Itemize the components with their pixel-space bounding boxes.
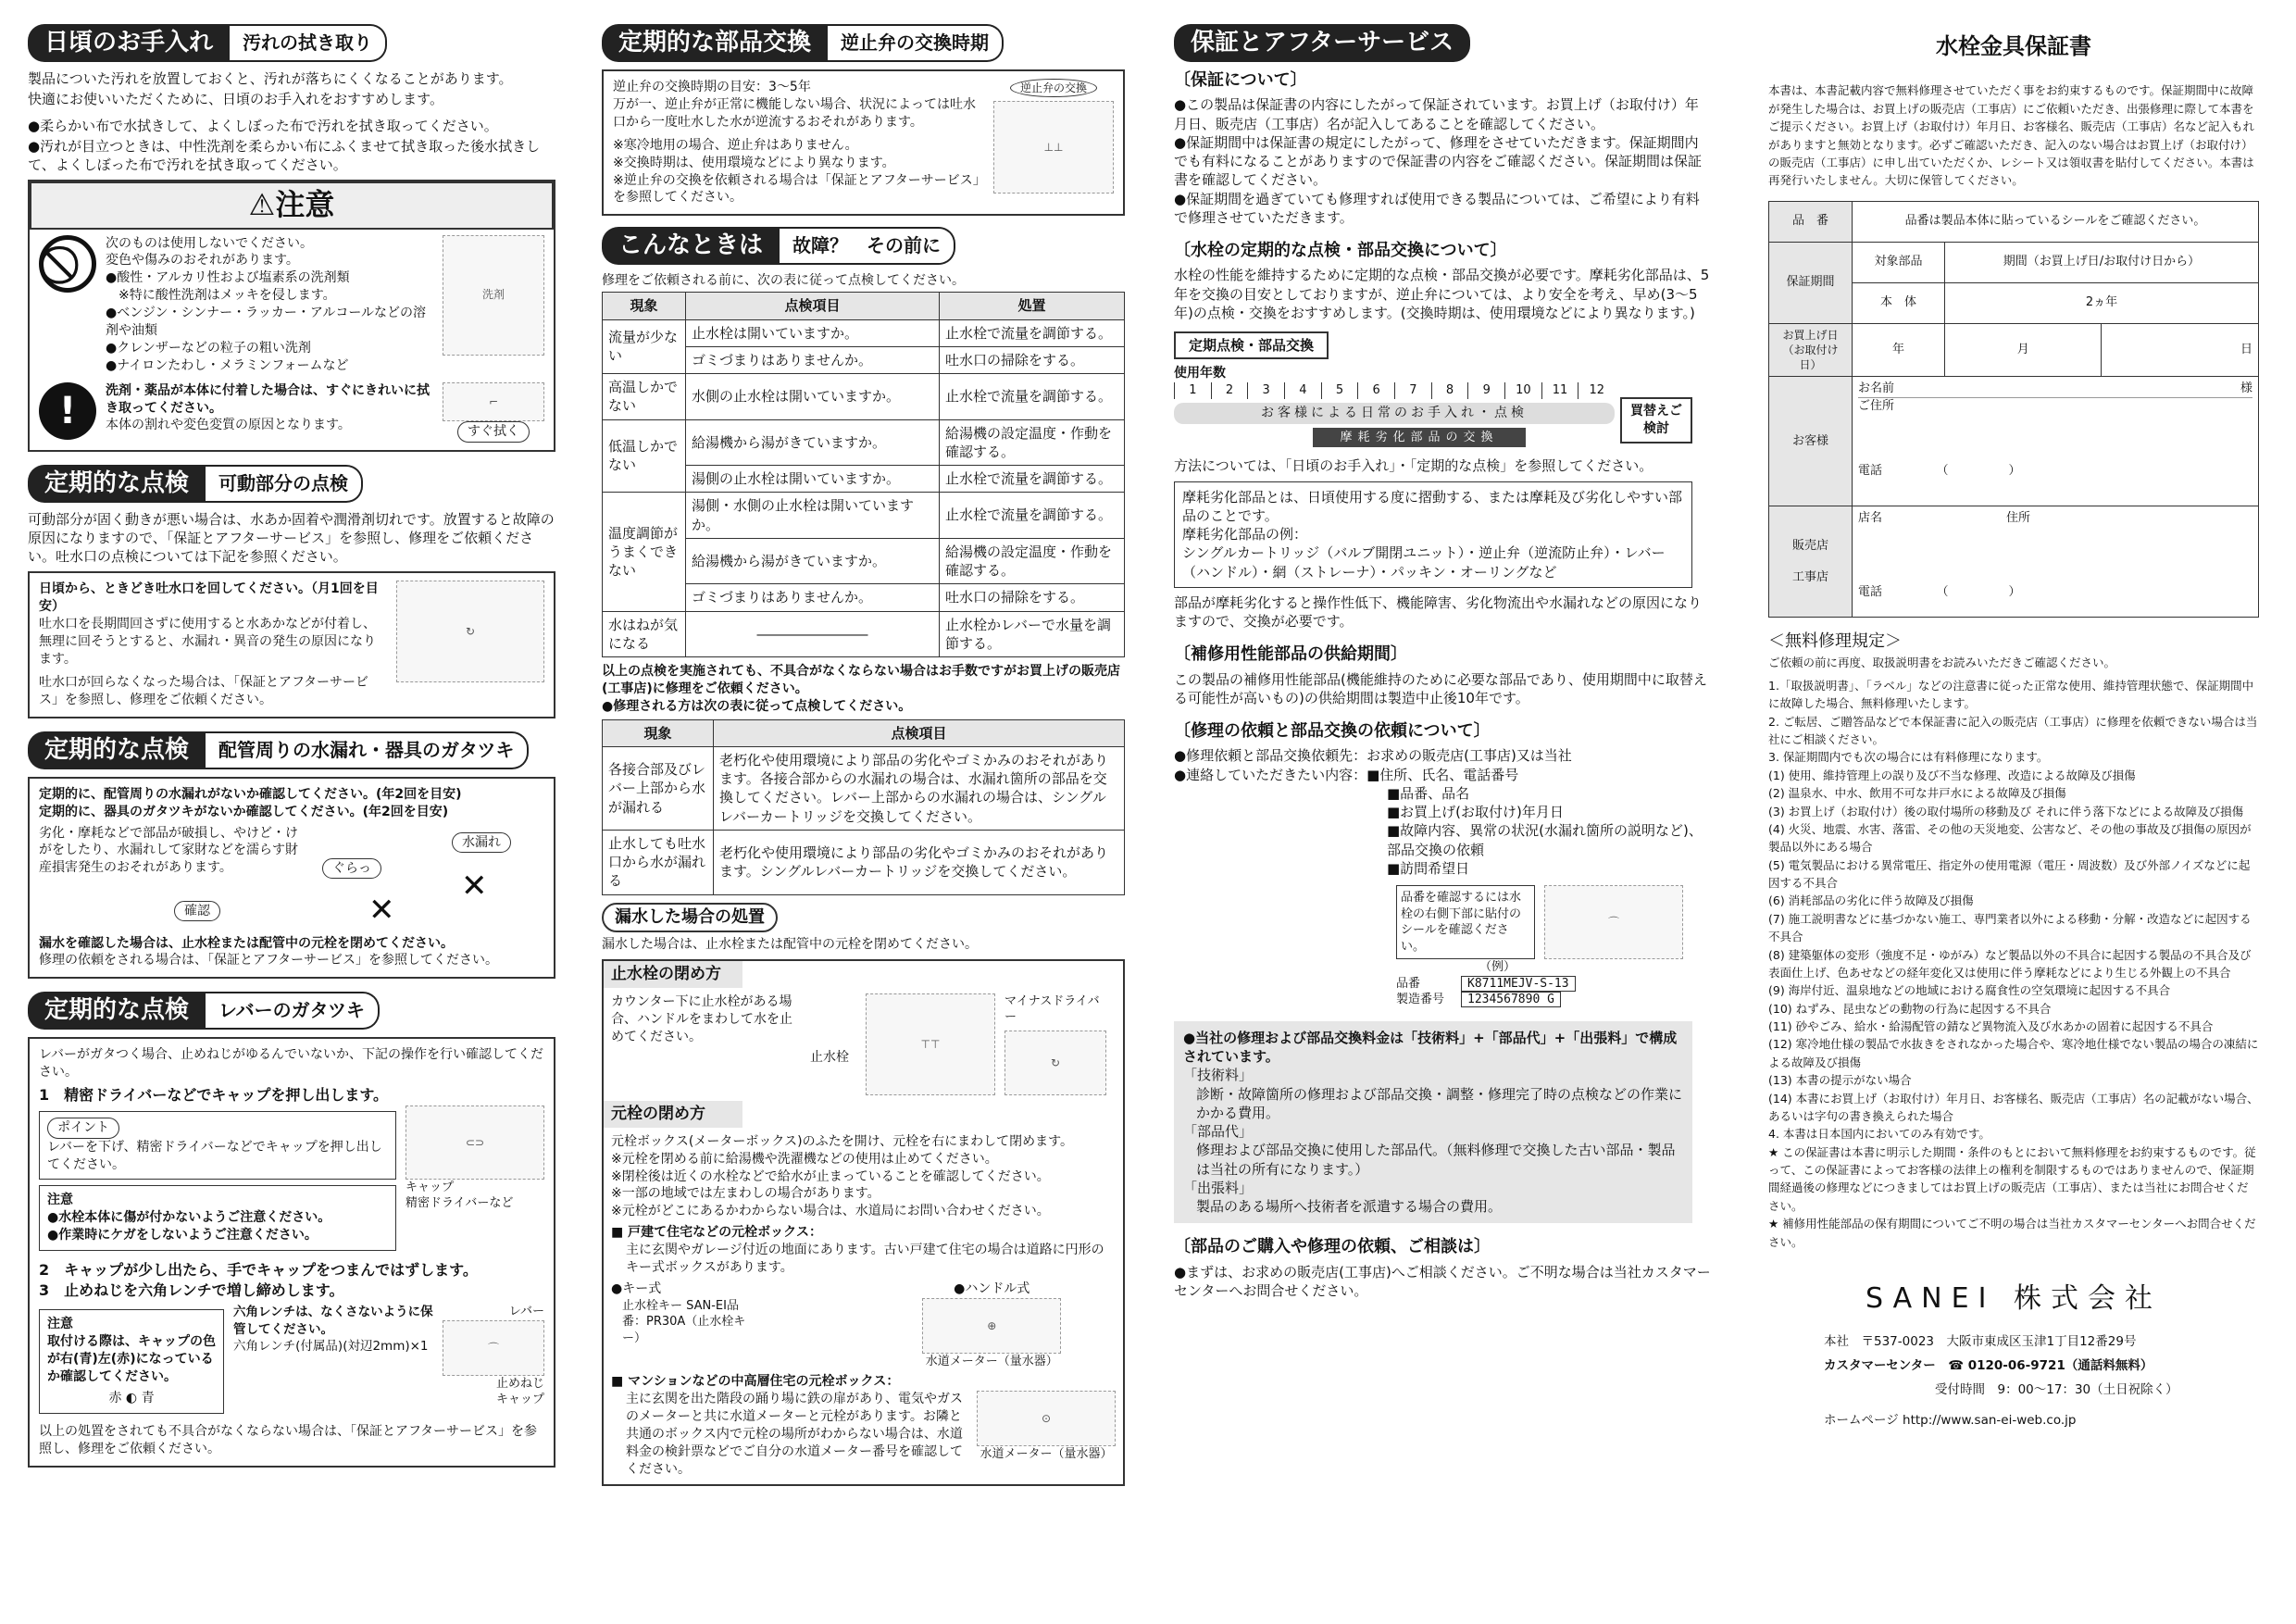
cell: 止水しても吐水口から水が漏れる: [603, 830, 714, 894]
text: （例）: [1479, 960, 1516, 975]
text: 六角レンチ(付属品)(対辺2mm)×1: [233, 1338, 429, 1354]
text: 本書は、本書記載内容で無料修理させていただく事をお約束するものです。保証期間中に故障が発生した場合は、お買上げの販売店（工事店）にご依頼いただき、出張修理に際して本書をご提示ください。お買上げ（お取付け）年月日、お客様名、販売店（工事店）名など記入もれがありますと無効となります。必ずご確認いただき、記入のない場合はお買上げ（お取付け）の販売店（工事店）に申し出ていただくか、レシート又は領収書を貼付してください。本書は再発行いたしません。大切に保管してください。: [1768, 83, 2255, 188]
text: ●柔らかい布で水拭きして、よくしぼった布で汚れを拭き取ってください。: [28, 117, 498, 134]
text: 製品についた汚れを放置しておくと、汚れが落ちにくくなることがあります。: [28, 70, 513, 88]
text: ■訪問希望日: [1387, 859, 1470, 877]
column-warranty-card: [1768, 24, 2259, 1433]
table-row: [603, 746, 1125, 830]
text: ※元栓を閉める前に給湯機や洗濯機などの使用は止めてください。: [611, 1151, 998, 1167]
label: 水道メーター（量水器）: [980, 1447, 1113, 1462]
cell: 止水栓で流量を調節する。: [940, 374, 1125, 420]
text: 逆止弁の交換時期の目安：3～5年: [613, 80, 811, 95]
label: ご住所: [1858, 398, 1895, 413]
subtitle-label: レバーのガタツキ: [206, 992, 380, 1030]
text: ●修理される方は次の表に従って点検してください。: [602, 698, 912, 714]
subtitle-label: 可動部分の点検: [206, 465, 363, 503]
leak-tag: 水漏れ: [452, 832, 511, 854]
cell: 月: [1945, 323, 2102, 377]
leak-heading: 漏水した場合の処置: [602, 903, 778, 932]
cell: 水はねが気になる: [603, 611, 686, 657]
heading: 〔水栓の定期的な点検・部品交換について〕: [1174, 241, 1507, 261]
wear-parts-bar: 摩耗劣化部品の交換: [1313, 428, 1526, 448]
heading: 〔保証について〕: [1174, 70, 1307, 91]
cell: 2ヵ年: [1945, 282, 2259, 323]
list-item: 4. 本書は日本国内においてのみ有効です。: [1768, 1127, 1990, 1142]
table-row: 水はねが気になる ―――――――― 止水栓かレバーで水量を調節する。: [603, 611, 1125, 657]
text: ●汚れが目立つときは、中性洗剤を柔らかい布にふくませて拭き取った後水拭きして、よくしぼった布で汚れを拭き取ってください。: [28, 137, 541, 174]
text: ■故障内容、異常の状況(水漏れ箇所の説明など)、部品交換の依頼: [1387, 822, 1703, 858]
wobble-tag: ぐらっ: [322, 858, 381, 880]
text: 主に玄関を出た階段の踊り場に鉄の扉があり、電気やガスのメーターと共に水道メーターと元栓があります。お隣と共通のボックス内で元栓の場所がわからない場合は、水道料金の検針票などでご自分の水道メーター番号を確認してください。: [626, 1392, 963, 1477]
label: 販売店: [1791, 539, 1828, 554]
label: 品番: [1396, 976, 1421, 991]
text: シングルカートリッジ（バルブ開閉ユニット）・逆止弁（逆流防止弁）・レバー（ハンドル）・網（ストレーナ）・パッキン・オーリングなど: [1182, 544, 1666, 581]
text: レバーがガタつく場合、止めねじがゆるんでいないか、下記の操作を行い確認してください。: [39, 1047, 544, 1081]
check-valve-box: [602, 69, 1125, 216]
label: 工事店: [1791, 569, 1828, 584]
caution-heading: [30, 181, 554, 229]
text: 洗剤・薬品が本体に付着した場合は、すぐにきれいに拭き取ってください。: [106, 382, 430, 416]
spout-check-box: [28, 571, 555, 718]
stopcock-illustration: 止水栓 ⊤⊤ マイナスドライバー ↻: [810, 993, 1116, 1095]
title-label: 定期的な点検: [28, 465, 206, 503]
list-item: (8) 建築躯体の変形（強度不足・ゆがみ）など製品以外の不具合に起因する製品の不具合及び表面仕上げ、色あせなどの経年変化又は使用に伴う摩耗などにより生じる外観上の不具合: [1768, 947, 2252, 980]
table-row: [603, 319, 1125, 346]
check-valve-illustration: 逆止弁の交換 ⊥⊥: [993, 79, 1114, 194]
year-tick: 12: [1578, 382, 1615, 399]
text: ■ 戸建て住宅などの元栓ボックス：: [611, 1225, 822, 1241]
text: ●保証期間中は保証書の規定にしたがって、修理をさせていただきます。保証期間内でも有料になることがありますので保証書の内容をご確認ください。保証期間は保証書を確認してください。: [1174, 133, 1703, 189]
check-tag: 確認: [174, 901, 220, 922]
caution-small-label: 注意: [47, 1317, 73, 1332]
website: ホームページ http://www.san-ei-web.co.jp: [1824, 1413, 2077, 1429]
year-tick: 10: [1504, 382, 1541, 399]
text: 変色や傷みのおそれがあります。: [106, 253, 299, 269]
text: ●ナイロンたわし・メラミンフォームなど: [106, 357, 349, 373]
years-scale: [1174, 382, 1615, 399]
text: 修理の依頼をされる場合は、「保証とアフターサービス」を参照してください。: [39, 953, 499, 968]
caution-box: [28, 180, 555, 451]
cell: 品番は製品本体に貼っているシールをご確認ください。: [1853, 201, 2259, 242]
section-title-lever: [28, 992, 555, 1030]
warning-triangle-icon: ⚠: [248, 187, 276, 223]
text: ●連絡していただきたい内容：■住所、氏名、電話番号: [1174, 766, 1519, 783]
text: ●クレンザーなどの粒子の粗い洗剤: [106, 340, 311, 356]
text: 吐水口を長期間回さずに使用すると水あかなどが付着し、無理に回そうとすると、水漏れ・異音の発生の原因になります。: [39, 617, 376, 667]
text: 六角レンチは、なくさないように保管してください。: [233, 1305, 433, 1337]
pipe-check-box: [28, 777, 555, 980]
text: ●この製品は保証書の内容にしたがって保証されています。お買上げ（お取付け）年月日、販売店（工事店）名が記入してあることを確認してください。: [1174, 96, 1699, 132]
table-row: [603, 374, 1125, 420]
text: 次のものは使用しないでください。: [106, 235, 313, 251]
column-warranty-service: [1174, 24, 1711, 1300]
text: ※逆止弁の交換を依頼される場合は「保証とアフターサービス」を参照してください。: [613, 172, 980, 206]
text: 万が一、逆止弁が正常に機能しない場合、状況によっては吐水口から一度吐水した水が逆流するおそれがあります。: [613, 96, 976, 130]
cell: 湯側・水側の止水栓は開いていますか。: [686, 493, 940, 539]
list-item: (5) 電気製品における異常電圧、指定外の使用電源（電圧・周波数）及び外部ノイズなどに起因する不具合: [1768, 857, 2251, 890]
label: キャップ: [406, 1180, 455, 1194]
subtitle-label: 配管周りの水漏れ・器具のガタツキ: [206, 731, 529, 769]
years-label: 使用年数: [1174, 366, 1226, 381]
column-header: 現象: [603, 293, 686, 319]
faucet-wipe-illustration: ⌐: [443, 382, 544, 421]
cell: 各接合部及びレバー上部から水が漏れる: [603, 746, 714, 830]
prohibited-icon: [39, 235, 96, 293]
label: 止水栓: [810, 1049, 849, 1065]
point-tag: ポイント: [47, 1118, 119, 1139]
text: ■お買上げ(お取付け)年月日: [1387, 804, 1564, 821]
stopcock-heading: 止水栓の閉め方: [604, 961, 742, 988]
fee-box: [1174, 1021, 1692, 1224]
title-label: 定期的な部品交換: [602, 24, 828, 62]
year-tick: 4: [1284, 382, 1321, 399]
cross-icon: ✕: [368, 891, 395, 929]
text: 修理および部品交換に使用した部品代。（無料修理で交換した古い部品・製品は当社の所有になります。）: [1196, 1142, 1676, 1178]
label: お名前: [1858, 381, 1895, 396]
text: 摩耗劣化部品の例：: [1182, 526, 1308, 543]
cell: 対象部品: [1853, 242, 1945, 282]
cell: 給湯機から湯がきていますか。: [686, 419, 940, 466]
cell: 水側の止水栓は開いていますか。: [686, 374, 940, 420]
repair-table: [602, 719, 1125, 895]
cell: 低温しかでない: [603, 419, 686, 493]
cross-icon: ✕: [461, 867, 488, 905]
label: 住所: [2006, 511, 2031, 526]
text: 漏水した場合は、止水栓または配管中の元栓を閉めてください。: [602, 937, 978, 953]
text: ※一部の地域では左まわしの場合があります。: [611, 1186, 880, 1202]
caution-small-label: 注意: [47, 1193, 73, 1208]
lever-illustration: レバー ⌒ 止めねじ キャップ: [443, 1304, 544, 1408]
list-item: (6) 消耗部品の劣化に伴う故障及び損傷: [1768, 893, 1974, 908]
text: ※特に酸性洗剤はメッキを侵します。: [119, 288, 336, 304]
cell: 止水栓で流量を調節する。: [940, 493, 1125, 539]
cell: 年: [1853, 323, 1945, 377]
red-label: 赤: [108, 1390, 122, 1405]
section-title-parts-replace: [602, 24, 1125, 62]
step-3: 3 止めねじを六角レンチで増し締めします。: [39, 1280, 344, 1299]
title-label: 定期的な点検: [28, 731, 206, 769]
part-number: K8711MEJV-S-13: [1461, 976, 1576, 992]
cell: 止水栓で流量を調節する。: [940, 319, 1125, 346]
list-item: (4) 火災、地震、水害、落雷、その他の天災地変、公害など、その他の事故及び損傷の原因が製品以外にある場合: [1768, 821, 2252, 855]
section-title-daily-care: [28, 24, 555, 62]
label: 様: [2240, 381, 2252, 396]
customer-center: カスタマーセンター ☎ 0120-06-9721（通話料無料）: [1824, 1358, 2153, 1374]
subtitle-label: 故障？ その前に: [780, 227, 955, 265]
list-item: (13) 本書の提示がない場合: [1768, 1073, 1912, 1088]
list-item: ★ この保証書は本書に明示した期間・条件のもとにおいて無料修理をお約束するものです。従って、この保証書によってお客様の法律上の権利を制限するものではありませんので、保証期間経過後の修理などにつきましてはお買上げの販売店（工事店）、または当社にお問合せください。: [1768, 1144, 2256, 1213]
year-tick: 7: [1394, 382, 1431, 399]
label: 「部品代」: [1183, 1123, 1254, 1141]
cell: 給湯機から湯がきていますか。: [686, 538, 940, 584]
table-row: [603, 419, 1125, 466]
list-item: (7) 施工説明書などに基づかない施工、専門業者以外による移動・分解・改造などに起因する不具合: [1768, 911, 2252, 944]
section-title-troubleshoot: [602, 227, 1125, 265]
label: ●キー式: [611, 1280, 662, 1296]
text: 修理をご依頼される前に、次の表に従って点検してください。: [602, 273, 965, 289]
text: ●当社の修理および部品交換料金は「技術料」+「部品代」+「出張料」で構成されています。: [1183, 1029, 1678, 1066]
meter-illustration: ⊙ 水道メーター（量水器）: [977, 1391, 1116, 1463]
cell: 給湯機の設定温度・作動を確認する。: [940, 538, 1125, 584]
text: 製品のある場所へ技術者を派遣する場合の費用。: [1196, 1198, 1503, 1216]
label: 止水栓キー SAN-EI品番：PR30A（止水栓キー）: [622, 1298, 746, 1345]
list-item: (12) 寒冷地仕様の製品で水抜きをされなかった場合や、寒冷地仕様でない製品の場合の凍結による故障及び損傷: [1768, 1037, 2259, 1069]
label: ●ハンドル式: [954, 1280, 1030, 1296]
year-tick: 9: [1467, 382, 1504, 399]
text: 取付ける際は、キャップの色が右(青)左(赤)になっているか確認してください。: [47, 1334, 216, 1384]
list-item: (11) 砂やごみ、給水・給湯配管の錆など異物流入及び水あかの固着に起因する不具合: [1768, 1019, 2214, 1033]
cell: 本 体: [1853, 282, 1945, 323]
text: ■品番、品名: [1387, 784, 1470, 802]
text: 快適にお使いいただくために、日頃のお手入れをおすすめします。: [28, 91, 443, 108]
title-label: 定期的な点検: [28, 992, 206, 1030]
year-tick: 3: [1247, 382, 1284, 399]
company-address: 本社 〒537-0023 大阪市東成区玉津1丁目12番29号: [1824, 1334, 2137, 1350]
text: 可動部分が固く動きが悪い場合は、水あか固着や潤滑剤切れです。放置すると故障の原因になりますので、「保証とアフターサービス」を参照し、修理をご依頼ください。吐水口の点検については下記を参照ください。: [28, 510, 555, 566]
text: 主に玄関やガレージ付近の地面にあります。古い戸建て住宅の場合は道路に円形のキー式ボックスがあります。: [626, 1243, 1104, 1276]
year-tick: 6: [1357, 382, 1394, 399]
cell: 給湯機の設定温度・作動を確認する。: [940, 419, 1125, 466]
title-label: こんなときは: [602, 227, 780, 265]
cell: 流量が少ない: [603, 319, 686, 374]
text: 日頃から、ときどき吐水口を回してください。（月1回を目安）: [39, 581, 379, 615]
blue-label: 青: [141, 1390, 155, 1405]
table-row: [603, 830, 1125, 894]
column-parts: [602, 24, 1125, 1492]
detergent-bottles-illustration: 洗剤: [443, 235, 544, 356]
troubleshoot-table: [602, 292, 1125, 657]
label: 製造番号: [1396, 993, 1445, 1007]
valve-tag: 逆止弁の交換: [1010, 79, 1097, 97]
list-item: ★ 補修用性能部品の保有期間についてご不明の場合は当社カスタマーセンターへお問合せください。: [1768, 1217, 2256, 1249]
lever-check-box: レバーがガタつく場合、止めねじがゆるんでいないか、下記の操作を行い確認してください。 1 精密ドライバーなどでキャップを押し出します。 ポイント レバーを下げ、精密ドライバーなどでキャップを押し出してください。 注意 ●水栓本体に傷が付かないようご注意ください。 ●作業時にケガをしないようご注意ください。 ⊂⊃ キャップ 精密ドライバーなど 2 キャップが少し出たら、手でキャップをつまんではずします。 3 止めねじを六角レンチで増し締めします。 注意 取付ける際は、キャップの色が右(青)左(赤)になっているか確認してください。 赤 ◐ 青 六角レンチは、なくさないように保管してください。 六角レンチ(付属品)(対辺2mm)×1 レバー ⌒ 止めねじ キャップ 以上の処置をされても不具合がなくならない場合は、「保証とアフターサービス」を参照し、修理をご依頼ください。: [28, 1037, 555, 1467]
subtitle-label: 汚れの拭き取り: [230, 24, 387, 62]
cell: 止水栓は開いていますか。: [686, 319, 940, 346]
cell: お買上げ日（お取付け日）: [1769, 323, 1853, 377]
heading: ＜無料修理規定＞: [1768, 631, 1902, 652]
text: 漏水を確認した場合は、止水栓または配管中の元栓を閉めてください。: [39, 935, 454, 951]
year-tick: 8: [1431, 382, 1468, 399]
cell: ゴミづまりはありませんか。: [686, 346, 940, 373]
text: 診断・故障箇所の修理および部品交換・調整・修理完了時の点検などの作業にかかる費用。: [1196, 1085, 1683, 1121]
label: レバー: [508, 1305, 544, 1319]
cell: お客様: [1769, 377, 1853, 506]
year-tick: 2: [1211, 382, 1248, 399]
text: ●作業時にケガをしないようご注意ください。: [47, 1228, 318, 1243]
column-header: 点検項目: [714, 719, 1125, 746]
list-item: (10) ねずみ、昆虫などの動物の行為に起因する不具合: [1768, 1001, 2052, 1016]
list-item: (14) 本書にお買上げ（お取付け）年月日、お客様名、販売店（工事店）名の記載がない場合、あるいは字句の書き換えられた場合: [1768, 1091, 2259, 1123]
spout-rotate-illustration: ↻: [396, 581, 544, 682]
cell: 温度調節がうまくできない: [603, 493, 686, 611]
hours: 受付時間 9：00～17：30（土日祝除く）: [1935, 1381, 2178, 1397]
text: ご依頼の前に再度、取扱説明書をお読みいただきご確認ください。: [1768, 655, 2116, 669]
text: ※閉栓後は近くの水栓などで給水が止まっていることを確認してください。: [611, 1168, 1050, 1184]
text: ●酸性・アルカリ性および塩素系の洗剤類: [106, 270, 350, 286]
column-header: 現象: [603, 719, 714, 746]
label: 「出張料」: [1183, 1179, 1254, 1196]
step-2: 2 キャップが少し出たら、手でキャップをつまんではずします。: [39, 1261, 478, 1280]
cell: 湯側の止水栓は開いていますか。: [686, 466, 940, 493]
list-item: (9) 海岸付近、温泉地などの地域における腐食性の空気環境に起因する不具合: [1768, 983, 2171, 998]
label: 精密ドライバーなど: [406, 1196, 514, 1211]
wear-parts-box: [1174, 481, 1692, 588]
label: キャップ: [495, 1393, 544, 1407]
text: 部品が摩耗劣化すると操作性低下、機能障害、劣化物流出や水漏れなどの原因になりますので、交換が必要です。: [1174, 593, 1703, 631]
text: ●ベンジン・シンナー・ラッカー・アルコールなどの溶剤や油類: [106, 306, 427, 338]
text: 吐水口が回らなくなった場合は、「保証とアフターサービス」を参照し、修理をご依頼ください。: [39, 674, 369, 707]
cell: 老朽化や使用環境により部品の劣化やゴミかみのおそれがあります。各接合部からの水漏れの場合は、水漏れ箇所の部品を交換してください。レバー上部からの水漏れの場合は、シングルレバーカートリッジを交換してください。: [714, 746, 1125, 830]
text: 劣化・摩耗などで部品が破損し、やけど・けがをしたり、水漏れして家財などを濡らす財産損害発生のおそれがあります。: [39, 825, 298, 876]
list-item: 2. ご転居、ご贈答品などで本保証書に記入の販売店（工事店）に修理を依頼できない場合は当社にご相談ください。: [1768, 714, 2258, 746]
cell: 止水栓で流量を調節する。: [940, 466, 1125, 493]
text: 水栓の性能を維持するために定期的な点検・部品交換が必要です。摩耗劣化部品は、5年を交換の目安としておりますが、逆止弁については、より安全を考え、早め(3～5年)の点検・交換をおすすめします。(交換時期は、使用環境などにより異なります。): [1174, 267, 1710, 321]
year-tick: 1: [1174, 382, 1211, 399]
stopcock-box: 止水栓の閉め方 カウンター下に止水栓がある場合、ハンドルをまわして水を止めてください。 止水栓 ⊤⊤ マイナスドライバー ↻ 元栓の閉め方 元栓ボックス(メーターボックス)のふたを開け、元栓を右にまわして閉めます。 ※元栓を閉める前に給湯機や洗濯機などの使用は止めてください。 ※閉栓後は近くの水栓などで給水が止まっていることを確認してください。 ※一部の地域では左まわしの場合があります。 ※元栓がどこにあるかわからない場合は、水道局にお問い合わせください。 ■ 戸建て住宅などの元栓ボックス： 主に玄関やガレージ付近の地面にあります。古い戸建て住宅の場合は道路に円形のキー式ボックスがあります。 ●キー式 止水栓キー SAN-EI品番：PR30A（止水栓キー） ●ハンドル式 ⊕ 水道メーター（量水器） ■ マンションなどの中高層住宅の元栓ボックス： 主に玄関を出た階段の踊り場に鉄の扉があり、電気やガスのメーターと共に水道メーターと元栓があります。お隣と共通のボックス内で元栓の場所がわからない場合は、水道料金の検針票などでご自分の水道メーター番号を確認してください。 ⊙ 水道メーター（量水器）: [602, 959, 1125, 1486]
text: 方法については、「日頃のお手入れ」・「定期的な点検」を参照してください。: [1174, 457, 1653, 475]
main-valve-heading: 元栓の閉め方: [604, 1101, 742, 1128]
label: マイナスドライバー: [1004, 993, 1100, 1025]
section-title-warranty: [1174, 24, 1711, 62]
text: 摩耗劣化部品とは、日頃使用する度に摺動する、または摩耗及び劣化しやすい部品のことです。: [1182, 488, 1683, 524]
label: 電話 （ ）: [1858, 463, 2021, 478]
company-logo: SANEI 株式会社: [1866, 1281, 2162, 1315]
heading: 〔部品のご購入や修理の依頼、ご相談は〕: [1174, 1237, 1491, 1257]
cell: 日: [2102, 323, 2259, 377]
warranty-form: [1768, 201, 2259, 618]
text: ●保証期間を過ぎていても修理すれば使用できる製品については、ご希望により有料で修理させていただきます。: [1174, 190, 1700, 226]
leak-illustration: [184, 825, 544, 931]
column-care: [28, 24, 555, 1473]
text: カウンター下に止水栓がある場合、ハンドルをまわして水を止めてください。: [611, 993, 792, 1044]
list-item: 1.「取扱説明書」、「ラベル」などの注意書に従った正常な使用、維持管理状態で、保証期間中に故障した場合、無料修理いたします。: [1768, 678, 2254, 711]
text: 以上の処置をされても不具合がなくならない場合は、「保証とアフターサービス」を参照し、修理をご依頼ください。: [39, 1423, 538, 1456]
serial-number: 1234567890 G: [1461, 992, 1561, 1007]
inspection-box-title: 定期点検・部品交換: [1174, 331, 1329, 359]
cell: 吐水口の掃除をする。: [940, 346, 1125, 373]
label: 電話 （ ）: [1858, 584, 2021, 599]
wipe-tag: すぐ拭く: [457, 421, 530, 443]
text: ※寒冷地用の場合、逆止弁はありません。: [613, 137, 858, 153]
heading: 〔修理の依頼と部品交換の依頼について〕: [1174, 721, 1491, 742]
step-1: 1 精密ドライバーなどでキャップを押し出します。: [39, 1086, 389, 1105]
text: レバーを下げ、精密ドライバーなどでキャップを押し出してください。: [47, 1139, 382, 1172]
replace-consider-box: 買替えご検討: [1620, 397, 1692, 443]
title-label: 日頃のお手入れ: [28, 24, 230, 62]
cell: 保証期間: [1769, 242, 1853, 323]
cell: 高温しかでない: [603, 374, 686, 420]
year-tick: 11: [1541, 382, 1578, 399]
text: ●まずは、お求めの販売店(工事店)へご相談ください。ご不明な場合は当社カスタマーセンターへお問合せください。: [1174, 1263, 1711, 1300]
label: 止めねじ: [495, 1376, 544, 1391]
list-item: (1) 使用、維持管理上の誤り及び不当な修理、改造による故障及び損傷: [1768, 768, 2136, 782]
text: 以上の点検を実施されても、不具合がなくならない場合はお手数ですがお買上げの販売店(工事店)に修理をご依頼ください。: [602, 664, 1120, 696]
column-header: 点検項目: [686, 293, 940, 319]
list-item: 3. 保証期間内でも次の場合には有料修理になります。: [1768, 750, 2049, 765]
mandatory-icon: !: [39, 382, 96, 440]
cell: 品 番: [1769, 201, 1853, 242]
column-header: 処置: [940, 293, 1125, 319]
cell: 期間（お買上げ日/お取付け日から）: [1945, 242, 2259, 282]
list-item: (3) お買上げ（お取付け）後の取付場所の移動及び それに伴う落下などによる故障及び損傷: [1768, 804, 2244, 818]
text: 品番を確認するには水栓の右側下部に貼付のシールを確認ください。: [1396, 885, 1535, 959]
text: 定期的に、器具のガタツキがないか確認してください。(年2回を目安): [39, 804, 449, 819]
title-label: 保証とアフターサービス: [1174, 24, 1470, 62]
text: この製品の補修用性能部品(機能維持のために必要な部品であり、使用期間中に取替える可能性が高いもの)の供給期間は製造中止後10年です。: [1174, 670, 1707, 706]
subtitle-label: 逆止弁の交換時期: [828, 24, 1004, 62]
cell: 吐水口の掃除をする。: [940, 584, 1125, 611]
label: 水道メーター（量水器）: [925, 1354, 1058, 1368]
text: 定期的に、配管周りの水漏れがないか確認してください。(年2回を目安): [39, 786, 462, 802]
text: ※交換時期は、使用環境などにより異なります。: [613, 155, 895, 170]
table-row: [603, 493, 1125, 539]
cell: 止水栓かレバーで水量を調節する。: [940, 611, 1125, 657]
label-example: 品番を確認するには水栓の右側下部に貼付のシールを確認ください。 ⌒ （例） 品番 K8711MEJV-S-13 製造番号 1234567890 G: [1396, 885, 1692, 1008]
daily-care-bar: お客様による日常のお手入れ・点検: [1174, 403, 1615, 424]
caution-label: 注意: [275, 187, 335, 223]
usage-years-chart: [1174, 365, 1692, 447]
cap-illustration: ⊂⊃ キャップ 精密ドライバーなど: [406, 1106, 544, 1212]
section-title-movable-parts: [28, 465, 555, 503]
text: 本体の割れや変色変質の原因となります。: [106, 418, 351, 433]
label: 店名: [1858, 511, 1883, 526]
text: 元栓ボックス(メーターボックス)のふたを開け、元栓を右にまわして閉めます。: [611, 1133, 1073, 1149]
label: 「技術料」: [1183, 1067, 1254, 1084]
cell: ゴミづまりはありませんか。: [686, 584, 940, 611]
text: ●修理依頼と部品交換依頼先：お求めの販売店(工事店)又は当社: [1174, 747, 1572, 765]
rules-list: [1768, 677, 2259, 1251]
warranty-title: 水栓金具保証書: [1936, 33, 2091, 59]
list-item: (2) 温泉水、中水、飲用不可な井戸水による故障及び損傷: [1768, 786, 2066, 801]
text: ●水栓本体に傷が付かないようご注意ください。: [47, 1210, 331, 1226]
text: ■ マンションなどの中高層住宅の元栓ボックス：: [611, 1374, 900, 1390]
year-tick: 5: [1321, 382, 1358, 399]
text: ※元栓がどこにあるかわからない場合は、水道局にお問い合わせください。: [611, 1204, 1050, 1219]
cell: 老朽化や使用環境により部品の劣化やゴミかみのおそれがあります。シングルレバーカートリッジを交換してください。: [714, 830, 1125, 894]
heading: 〔補修用性能部品の供給期間〕: [1174, 644, 1407, 665]
section-title-pipe-leak: [28, 731, 555, 769]
